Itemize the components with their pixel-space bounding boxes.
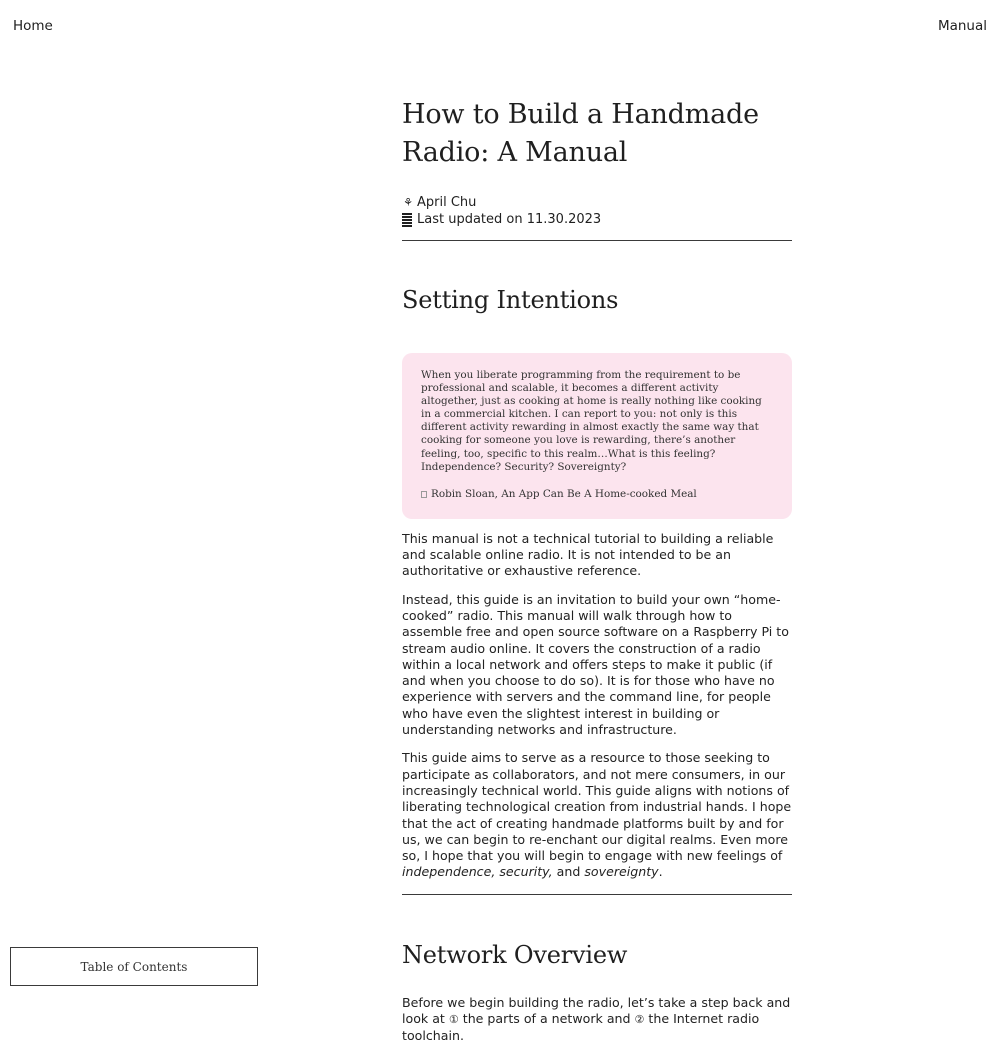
epigraph-quote (402, 353, 792, 519)
section-heading-network-overview: Network Overview (402, 940, 628, 969)
circled-two-marker: ② (634, 1012, 645, 1026)
table-of-contents-button[interactable] (10, 947, 258, 986)
paragraph-3 (402, 750, 792, 880)
article (402, 96, 792, 1045)
paragraph-3-emphasis-2: sovereignty (584, 864, 659, 880)
title-line-2: Radio: A Manual (402, 137, 628, 168)
section-heading-setting-intentions: Setting Intentions (402, 286, 619, 314)
table-of-contents-label: Table of Contents (80, 959, 188, 974)
author-name: April Chu (417, 195, 477, 210)
citation-icon (421, 491, 427, 498)
quote-citation-text: Robin Sloan, An App Can Be A Home-cooked Meal (431, 487, 697, 500)
title-line-1: How to Build a Handmade (402, 99, 759, 130)
flower-icon: ⚘ (403, 196, 413, 209)
paragraph-3-text: This guide aims to serve as a resource to those seeking to participate as collaborators, and not mere consumers, in our increasingly technical world. This guide aligns with notions of liberating technological creation from industrial hands. I hope that the act of creating handmade platforms built by and for us, we can begin to re-enchant our digital realms. Even more so, I hope that you will begin to engage with new feelings of (402, 750, 792, 864)
quote-text: When you liberate programming from the requirement to be professional and scalable, it becomes a different activity altogether, just as cooking at home is really nothing like cooking in a commercial kitchen. I can report to you: not only is this different activity rewarding in almost exactly the same way that cooking for someone you love is rewarding, there’s another feeling, too, specific to this realm…What is this feeling? Independence? Security? Sovereignty? (421, 369, 762, 473)
last-updated: Last updated on 11.30.2023 (417, 212, 602, 227)
updated-line (402, 211, 792, 228)
manual-link[interactable]: Manual (937, 18, 987, 34)
article-meta (402, 194, 792, 228)
paragraph-2: Instead, this guide is an invitation to build your own “home-cooked” radio. This manual will walk through how to assemble free and open source software on a Raspberry Pi to stream audio online. It covers the construction of a radio within a local network and offers steps to make it public (if and when you choose to do so). It is for those who have no experience with servers and the command line, for people who have even the slightest interest in building or understanding networks and infrastructure. (402, 591, 789, 738)
page-title (402, 96, 792, 172)
paragraph-network-intro (402, 995, 792, 1045)
paragraph-3-emphasis-1: independence, security, (402, 864, 553, 880)
circled-one-marker: ① (448, 1012, 459, 1026)
document-icon (402, 213, 412, 227)
quote-citation (421, 488, 774, 501)
network-intro-mid: the parts of a network and (458, 1010, 635, 1026)
paragraph-1: This manual is not a technical tutorial to building a reliable and scalable online radio. It is not intended to be an authoritative or exhaustive reference. (402, 530, 774, 579)
network-intro-text: Before we begin building the radio, let’s take a step back and look at (402, 994, 791, 1026)
divider (402, 894, 792, 895)
paragraph-3-and: and (552, 864, 585, 880)
home-link[interactable]: Home (13, 18, 53, 34)
author-line (402, 194, 792, 211)
paragraph-3-end: . (658, 864, 663, 880)
divider (402, 240, 792, 241)
network-intro-end: the Internet radio toolchain. (402, 1010, 760, 1044)
